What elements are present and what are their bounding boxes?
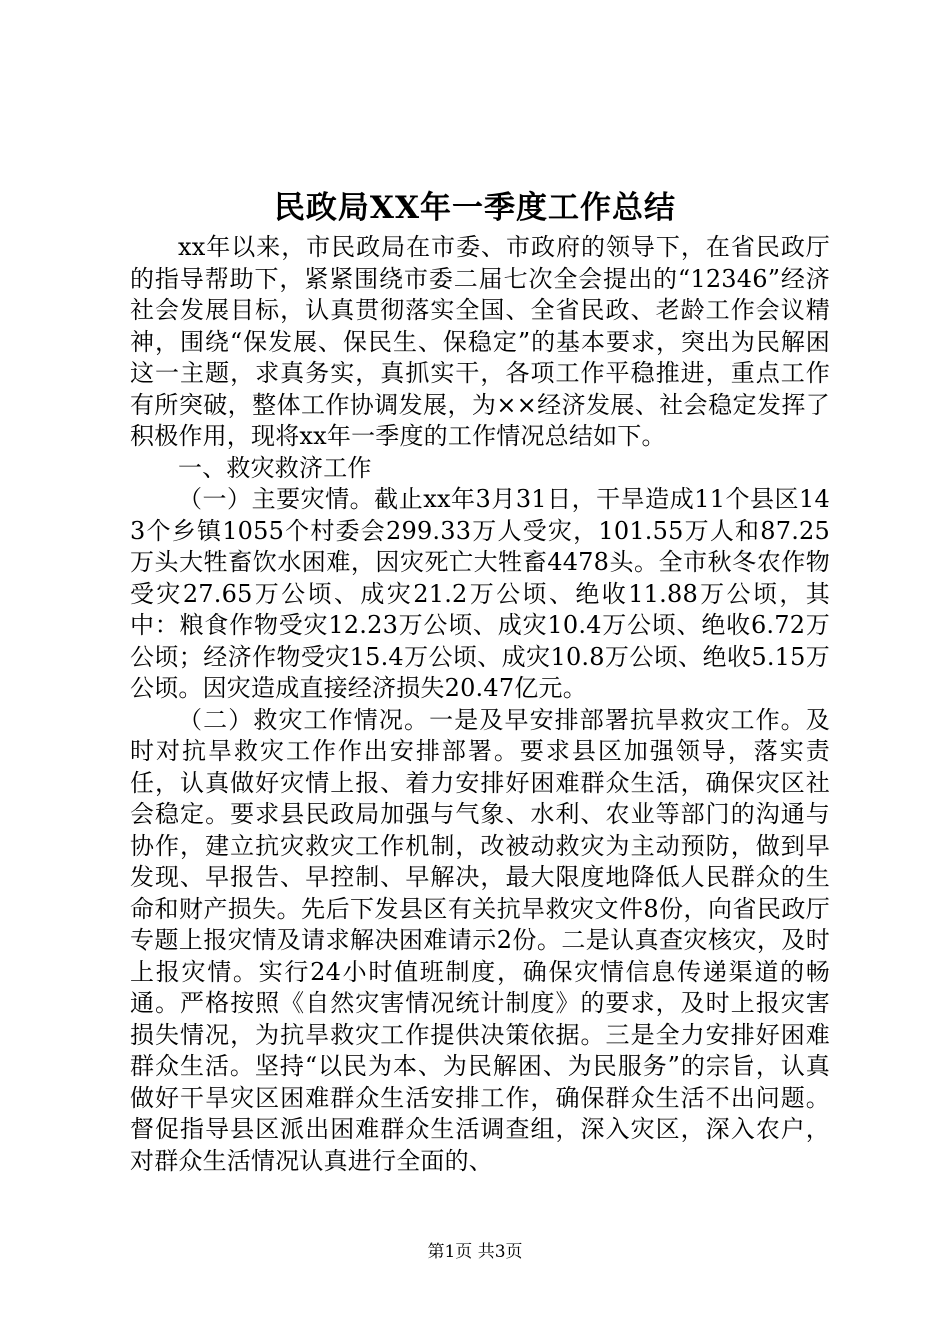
relief-work-paragraph: （二）救灾工作情况。一是及早安排部署抗旱救灾工作。及时对抗旱救灾工作作出安排部署。要求县区加强领导，落实责任，认真做好灾情上报、着力安排好困难群众生活，确保灾区社会稳定。要求县民政局加强与气象、水利、农业等部门的沟通与协作，建立抗灾救灾工作机制，改被动救灾为主动预防，做到早发现、早报告、早控制、早解决，最大限度地降低人民群众的生命和财产损失。先后下发县区有关抗旱救灾文件8份，向省民政厅专题上报灾情及请求解决困难请示2份。二是认真查灾核灾，及时上报灾情。实行24小时值班制度，确保灾情信息传递渠道的畅通。严格按照《自然灾害情况统计制度》的要求，及时上报灾害损失情况，为抗旱救灾工作提供决策依据。三是全力安排好困难群众生活。坚持“以民为本、为民解困、为民服务”的宗旨，认真做好干旱灾区困难群众生活安排工作，确保群众生活不出问题。督促指导县区派出困难群众生活调查组，深入灾区，深入农户，对群众生活情况认真进行全面的、 xyxy=(130,705,830,1175)
intro-paragraph: xx年以来，市民政局在市委、市政府的领导下，在省民政厅的指导帮助下，紧紧围绕市委二届七次全会提出的“12346”经济社会发展目标，认真贯彻落实全国、全省民政、老龄工作会议精神，围绕“保发展、保民生、保稳定”的基本要求，突出为民解困这一主题，求真务实，真抓实干，各项工作平稳推进，重点工作有所突破，整体工作协调发展，为××经济发展、社会稳定发挥了积极作用，现将xx年一季度的工作情况总结如下。 xyxy=(130,233,830,450)
disaster-situation-paragraph: （一）主要灾情。截止xx年3月31日，干旱造成11个县区143个乡镇1055个村委会299.33万人受灾，101.55万人和87.25万头大牲畜饮水困难，因灾死亡大牲畜4478头。全市秋冬农作物受灾27.65万公顷、成灾21.2万公顷、绝收11.88万公顷，其中：粮食作物受灾12.23万公顷、成灾10.4万公顷、绝收6.72万公顷；经济作物受灾15.4万公顷、成灾10.8万公顷、绝收5.15万公顷。因灾造成直接经济损失20.47亿元。 xyxy=(130,485,830,702)
document-body xyxy=(130,232,830,1177)
page-number-footer: 第1页 共3页 xyxy=(427,1242,523,1262)
section-heading: 一、救灾救济工作 xyxy=(178,453,372,482)
document-title: 民政局XX年一季度工作总结 xyxy=(273,190,677,226)
